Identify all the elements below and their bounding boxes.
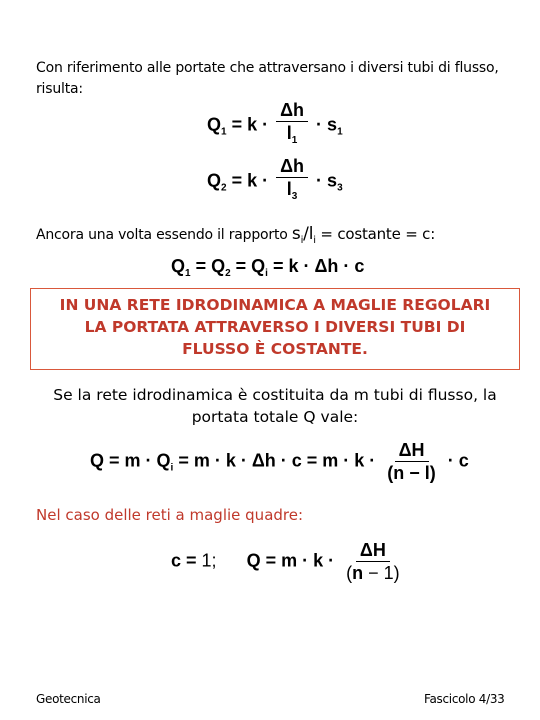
ratio-prefix: Ancora una volta essendo il rapporto <box>36 227 292 243</box>
ratio-suffix: = costante = c: <box>315 225 436 243</box>
equation-q2 <box>207 156 343 207</box>
eq1-lhs: Q <box>207 114 222 135</box>
equation-square-mesh <box>171 540 407 583</box>
eq2-rest-sub: 3 <box>337 182 343 194</box>
eq4-part1-sub: i <box>170 462 174 474</box>
highlight-box <box>30 288 520 370</box>
eq1-denominator <box>283 122 302 151</box>
eq2-eq: = k · <box>226 170 274 191</box>
equation-equal-flows <box>171 256 364 279</box>
eq4-part3: · c <box>442 450 469 471</box>
equation-q1 <box>207 100 343 151</box>
eq1-den-sub: 1 <box>291 135 298 146</box>
eq1-den-l: l <box>286 123 292 143</box>
eq3-rhs: = k · Δh · c <box>267 256 365 276</box>
highlight-line-1: IN UNA RETE IDRODINAMICA A MAGLIE REGOLARI <box>59 296 491 314</box>
ratio-l-sub: i <box>313 235 316 246</box>
eq1-rest: · s <box>311 114 338 135</box>
eq5-den-n: n <box>352 563 364 583</box>
eq1-lhs-sub: 1 <box>221 126 227 138</box>
eq5-denominator <box>342 562 404 583</box>
ratio-s-sub: i <box>300 235 304 246</box>
intro-line-2: risulta: <box>36 81 83 97</box>
eq5-den-open: ( <box>346 563 353 583</box>
eq2-lhs: Q <box>207 170 222 191</box>
network-line-2: portata totale Q vale: <box>191 408 359 426</box>
eq4-numerator: ΔH <box>395 440 429 462</box>
eq3-q2: = Q <box>190 256 226 276</box>
intro-line-1: Con riferimento alle portate che attraversano i diversi tubi di flusso, <box>36 60 499 76</box>
eq5-q: Q = m · k · <box>246 550 340 571</box>
eq4-part1: Q = m · Q <box>90 450 171 471</box>
eq1-numerator: Δh <box>276 100 308 122</box>
eq1-eq: = k · <box>226 114 274 135</box>
eq2-denominator <box>283 178 302 207</box>
eq5-fraction <box>342 540 404 583</box>
eq2-rest: · s <box>311 170 338 191</box>
eq2-fraction <box>276 156 308 207</box>
eq4-fraction <box>383 440 440 483</box>
eq2-numerator: Δh <box>276 156 308 178</box>
network-paragraph <box>30 384 520 428</box>
eq1-rest-sub: 1 <box>337 126 343 138</box>
eq3-sub3: i <box>265 268 268 279</box>
eq5-den-rest: − 1) <box>363 563 400 583</box>
eq2-lhs-sub: 2 <box>221 182 227 194</box>
intro-paragraph <box>36 58 526 100</box>
footer-right: Fascicolo 4/33 <box>424 692 505 706</box>
highlight-line-3: FLUSSO È COSTANTE. <box>182 340 368 358</box>
network-line-1: Se la rete idrodinamica è costituita da m tubi di flusso, la <box>53 386 497 404</box>
highlight-line-2: LA PORTATA ATTRAVERSO I DIVERSI TUBI DI <box>84 318 466 336</box>
eq5-c-value: 1; <box>201 550 217 571</box>
eq5-numerator: ΔH <box>356 540 390 562</box>
eq1-fraction <box>276 100 308 151</box>
eq4-part2: = m · k · Δh · c = m · k · <box>173 450 381 471</box>
ratio-sentence <box>36 224 435 246</box>
eq3-sub2: 2 <box>225 268 231 279</box>
eq5-c: c = <box>171 550 202 571</box>
eq3-qi: = Q <box>230 256 266 276</box>
ratio-s: s <box>291 224 301 244</box>
square-mesh-caption: Nel caso delle reti a maglie quadre: <box>36 506 304 524</box>
eq2-den-l: l <box>286 179 292 199</box>
ratio-l: l <box>308 224 314 244</box>
ratio-slash: / <box>303 224 309 244</box>
eq4-denominator: (n − l) <box>387 463 436 483</box>
eq3-sub1: 1 <box>185 268 191 279</box>
eq2-den-sub: 3 <box>291 191 298 202</box>
eq3-q1: Q <box>171 256 186 276</box>
footer-left: Geotecnica <box>36 692 101 706</box>
equation-total-flow <box>90 440 469 483</box>
